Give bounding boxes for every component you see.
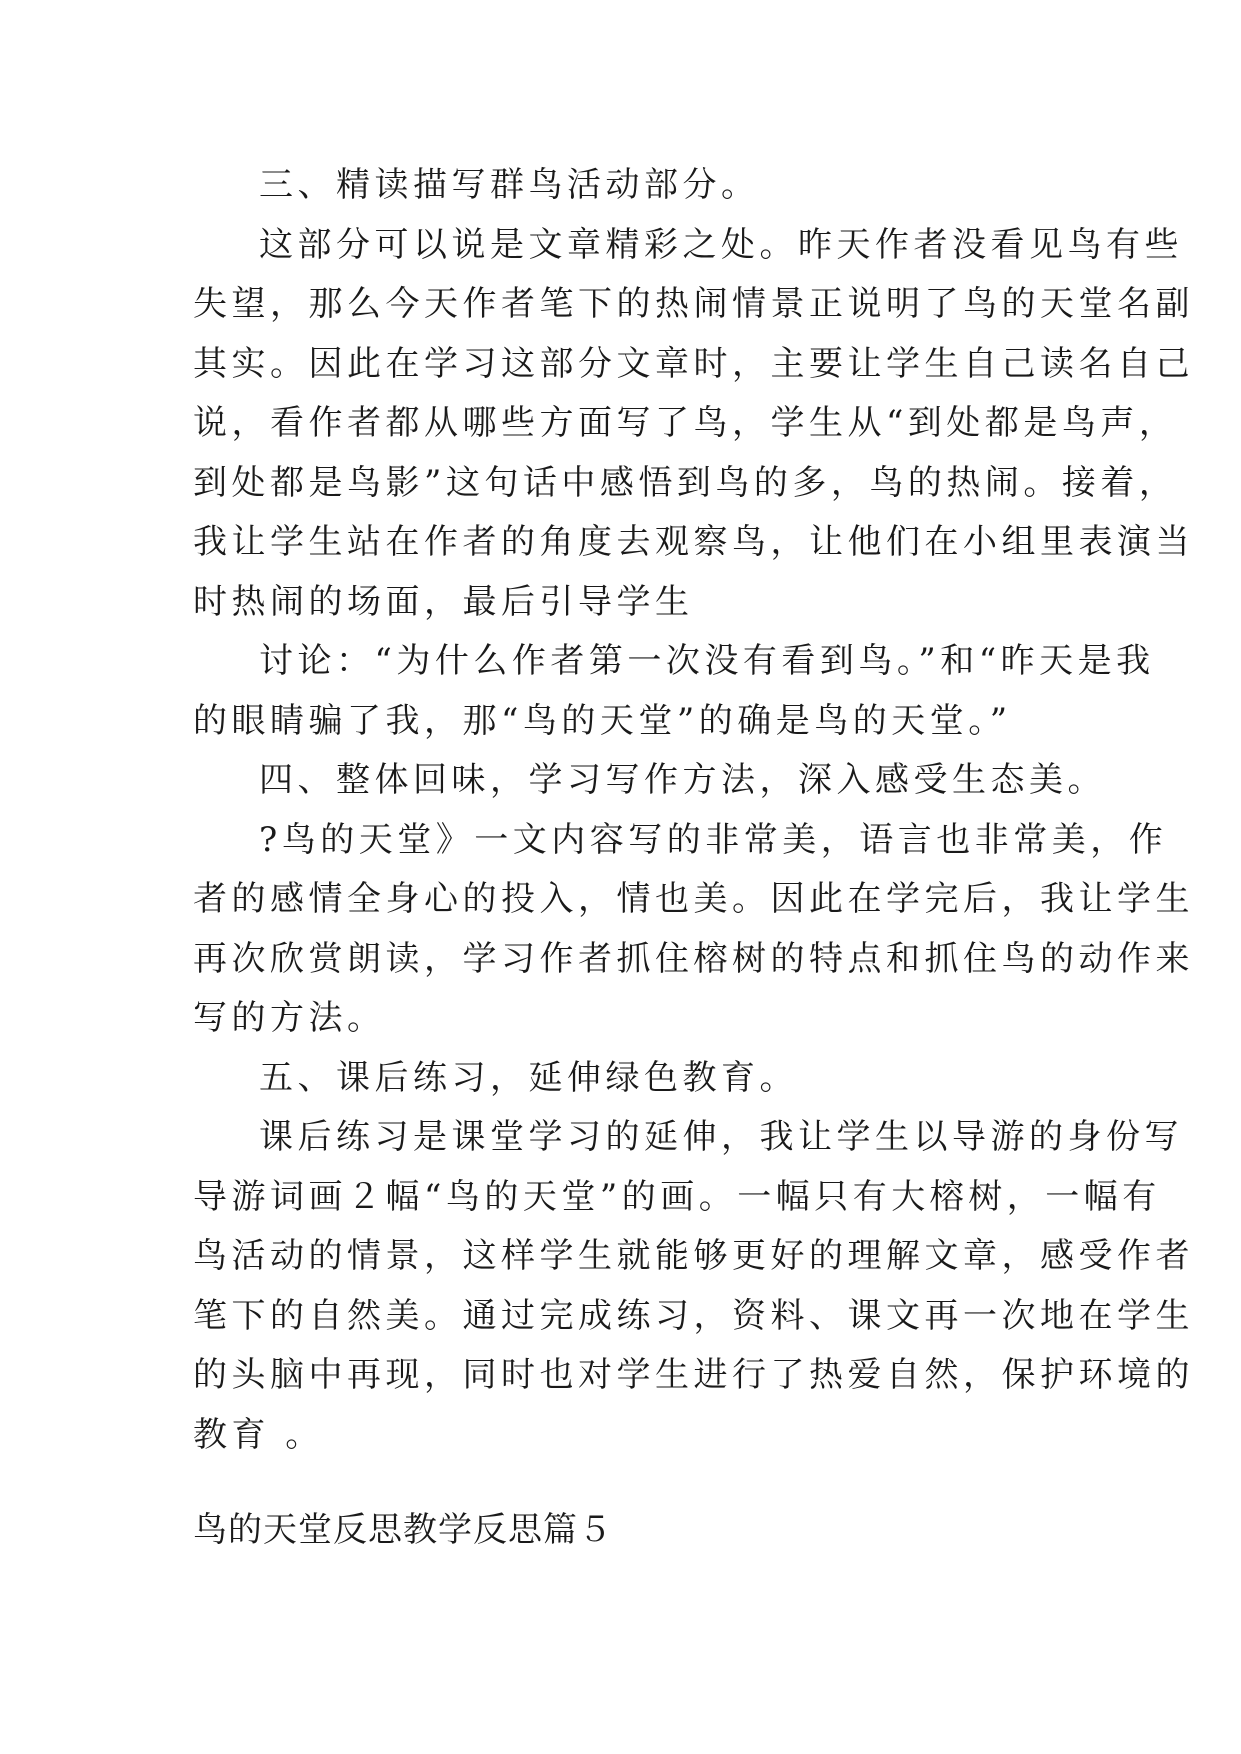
- section-heading-3: 三、精读描写群鸟活动部分。: [259, 165, 760, 205]
- section-heading-5: 五、课后练习，延伸绿色教育。: [259, 1057, 798, 1098]
- paragraph-line: 这部分可以说是文章精彩之处。昨天作者没看见鸟有些: [259, 224, 1183, 265]
- paragraph-line: 的眼睛骗了我，那“鸟的天堂”的确是鸟的天堂。”: [193, 700, 1012, 741]
- article-heading: 鸟的天堂反思教学反思篇５: [193, 1510, 613, 1550]
- paragraph-line: 我让学生站在作者的角度去观察鸟，让他们在小组里表演当: [193, 522, 1194, 562]
- paragraph-line: 的头脑中再现，同时也对学生进行了热爱自然，保护环境的: [193, 1355, 1194, 1395]
- paragraph-line: 鸟活动的情景，这样学生就能够更好的理解文章，感受作者: [193, 1236, 1194, 1276]
- paragraph-line: 课后练习是课堂学习的延伸，我让学生以导游的身份写: [259, 1117, 1183, 1157]
- paragraph-line: 其实。因此在学习这部分文章时，主要让学生自己读名自己: [193, 343, 1194, 384]
- paragraph-line: 失望，那么今天作者笔下的热闹情景正说明了鸟的天堂名副: [193, 284, 1194, 324]
- paragraph-line: 讨论：“为什么作者第一次没有看到鸟。”和“昨天是我: [259, 641, 1155, 681]
- paragraph-line: 笔下的自然美。通过完成练习，资料、课文再一次地在学生: [193, 1295, 1194, 1336]
- paragraph-line: 到处都是鸟影”这句话中感悟到鸟的多，鸟的热闹。接着，: [193, 462, 1178, 503]
- paragraph-line: 教育 。: [193, 1414, 324, 1455]
- paragraph-line: 者的感情全身心的投入，情也美。因此在学完后，我让学生: [193, 879, 1194, 919]
- paragraph-line: 导游词画２幅“鸟的天堂”的画。一幅只有大榕树，一幅有: [193, 1176, 1161, 1217]
- section-heading-4: 四、整体回味，学习写作方法，深入感受生态美。: [259, 760, 1106, 800]
- paragraph-line: 再次欣赏朗读，学习作者抓住榕树的特点和抓住鸟的动作来: [193, 938, 1194, 979]
- paragraph-line: 时热闹的场面，最后引导学生: [193, 581, 694, 622]
- document-body: [193, 156, 1194, 1465]
- paragraph-line: 写的方法。: [193, 998, 386, 1038]
- paragraph-line: ?鸟的天堂》一文内容写的非常美，语言也非常美，作: [259, 819, 1168, 860]
- paragraph-line: 说，看作者都从哪些方面写了鸟，学生从“到处都是鸟声，: [193, 403, 1178, 443]
